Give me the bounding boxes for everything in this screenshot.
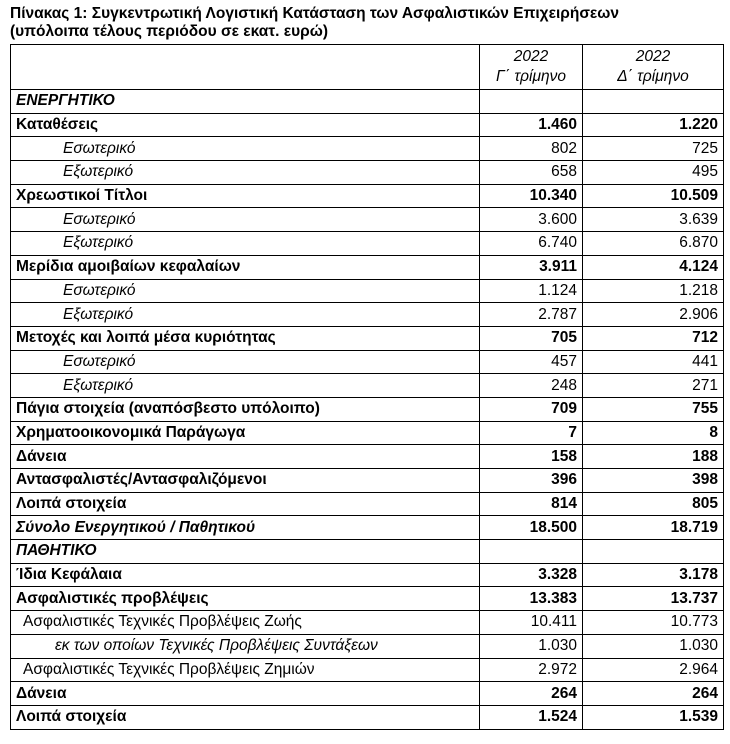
row-value-q4: 4.124 [583,255,724,279]
balance-sheet-table [10,44,724,730]
row-value-q3: 658 [480,161,583,185]
table-row [11,397,724,421]
row-value-q4: 6.870 [583,232,724,256]
table-row [11,232,724,256]
row-value-q3: 13.383 [480,587,583,611]
row-value-q3: 396 [480,469,583,493]
row-value-q3: 709 [480,397,583,421]
table-title [10,5,725,41]
row-value-q3: 7 [480,421,583,445]
row-value-q3: 1.030 [480,634,583,658]
table-body [11,45,724,730]
header-empty-cell [11,45,480,90]
row-label: Ίδια Κεφάλαια [11,563,480,587]
row-value-q3: 10.340 [480,184,583,208]
table-row [11,705,724,729]
row-label: Πάγια στοιχεία (αναπόσβεστο υπόλοιπο) [11,397,480,421]
header-row [11,45,724,90]
row-label: Λοιπά στοιχεία [11,492,480,516]
row-value-q4: 495 [583,161,724,185]
table-row [11,587,724,611]
row-label: Χρηματοοικονομικά Παράγωγα [11,421,480,445]
table-row [11,492,724,516]
table-row [11,90,724,114]
row-value-q4: 805 [583,492,724,516]
header-q3-year: 2022 [513,48,549,65]
row-label: Μερίδια αμοιβαίων κεφαλαίων [11,255,480,279]
row-label: Σύνολο Ενεργητικού / Παθητικού [11,516,480,540]
table-row [11,421,724,445]
row-value-q4: 1.030 [583,634,724,658]
table-row [11,279,724,303]
row-label: εκ των οποίων Τεχνικές Προβλέψεις Συντάξεων [11,634,480,658]
row-label: Χρεωστικοί Τίτλοι [11,184,480,208]
header-q3-period: Γ΄ τρίμηνο [496,68,566,85]
row-value-q3: 457 [480,350,583,374]
table-row [11,374,724,398]
row-label: Ασφαλιστικές Τεχνικές Προβλέψεις Ζημιών [11,658,480,682]
row-value-q3: 3.600 [480,208,583,232]
table-row [11,137,724,161]
title-line-1: Πίνακας 1: Συγκεντρωτική Λογιστική Κατάσταση των Ασφαλιστικών Επιχειρήσεων [10,5,619,22]
row-value-q4: 3.639 [583,208,724,232]
title-line-2: (υπόλοιπα τέλους περιόδου σε εκατ. ευρώ) [10,23,329,40]
row-value-q4: 1.220 [583,113,724,137]
table-row [11,326,724,350]
row-value-q4: 3.178 [583,563,724,587]
row-label: Δάνεια [11,445,480,469]
row-value-q4: 712 [583,326,724,350]
row-label: Ασφαλιστικές Τεχνικές Προβλέψεις Ζωής [11,611,480,635]
row-value-q3: 248 [480,374,583,398]
table-row [11,445,724,469]
table-row [11,469,724,493]
table-row [11,682,724,706]
row-value-q4: 10.509 [583,184,724,208]
row-label: Εσωτερικό [11,137,480,161]
table-row [11,516,724,540]
row-value-q4: 2.964 [583,658,724,682]
header-q4 [583,45,724,90]
row-label: Μετοχές και λοιπά μέσα κυριότητας [11,326,480,350]
table-row [11,113,724,137]
row-label: Εσωτερικό [11,208,480,232]
row-value-q4: 8 [583,421,724,445]
table-row [11,255,724,279]
row-value-q3: 2.787 [480,303,583,327]
row-value-q4: 271 [583,374,724,398]
row-label: Εσωτερικό [11,350,480,374]
row-value-q3 [480,90,583,114]
row-label: Δάνεια [11,682,480,706]
header-q4-period: Δ΄ τρίμηνο [617,68,689,85]
row-value-q3: 10.411 [480,611,583,635]
table-row [11,563,724,587]
row-value-q3: 705 [480,326,583,350]
row-value-q3: 3.911 [480,255,583,279]
row-value-q3 [480,540,583,564]
table-row [11,208,724,232]
row-value-q4: 398 [583,469,724,493]
table-row [11,540,724,564]
table-row [11,658,724,682]
row-value-q4: 188 [583,445,724,469]
row-value-q4: 18.719 [583,516,724,540]
row-value-q3: 158 [480,445,583,469]
row-label: Καταθέσεις [11,113,480,137]
row-label: Εξωτερικό [11,374,480,398]
row-label: ΠΑΘΗΤΙΚΟ [11,540,480,564]
row-value-q4 [583,90,724,114]
table-row [11,303,724,327]
row-value-q4: 1.539 [583,705,724,729]
row-value-q3: 6.740 [480,232,583,256]
row-value-q3: 1.124 [480,279,583,303]
row-value-q4 [583,540,724,564]
header-q4-year: 2022 [635,48,671,65]
row-label: Εξωτερικό [11,303,480,327]
row-value-q3: 3.328 [480,563,583,587]
row-value-q4: 725 [583,137,724,161]
row-value-q3: 814 [480,492,583,516]
row-value-q4: 441 [583,350,724,374]
table-row [11,184,724,208]
row-label: Εξωτερικό [11,232,480,256]
row-label: Εσωτερικό [11,279,480,303]
row-value-q3: 2.972 [480,658,583,682]
row-label: Λοιπά στοιχεία [11,705,480,729]
row-value-q3: 264 [480,682,583,706]
row-value-q4: 2.906 [583,303,724,327]
row-label: Ασφαλιστικές προβλέψεις [11,587,480,611]
row-value-q3: 18.500 [480,516,583,540]
row-value-q3: 1.460 [480,113,583,137]
table-row [11,634,724,658]
row-label: Αντασφαλιστές/Αντασφαλιζόμενοι [11,469,480,493]
row-value-q4: 755 [583,397,724,421]
table-row [11,161,724,185]
row-label: Εξωτερικό [11,161,480,185]
row-label: ΕΝΕΡΓΗΤΙΚΟ [11,90,480,114]
row-value-q3: 1.524 [480,705,583,729]
table-row [11,350,724,374]
row-value-q4: 1.218 [583,279,724,303]
table-row [11,611,724,635]
row-value-q4: 264 [583,682,724,706]
row-value-q4: 13.737 [583,587,724,611]
row-value-q3: 802 [480,137,583,161]
header-q3 [480,45,583,90]
row-value-q4: 10.773 [583,611,724,635]
